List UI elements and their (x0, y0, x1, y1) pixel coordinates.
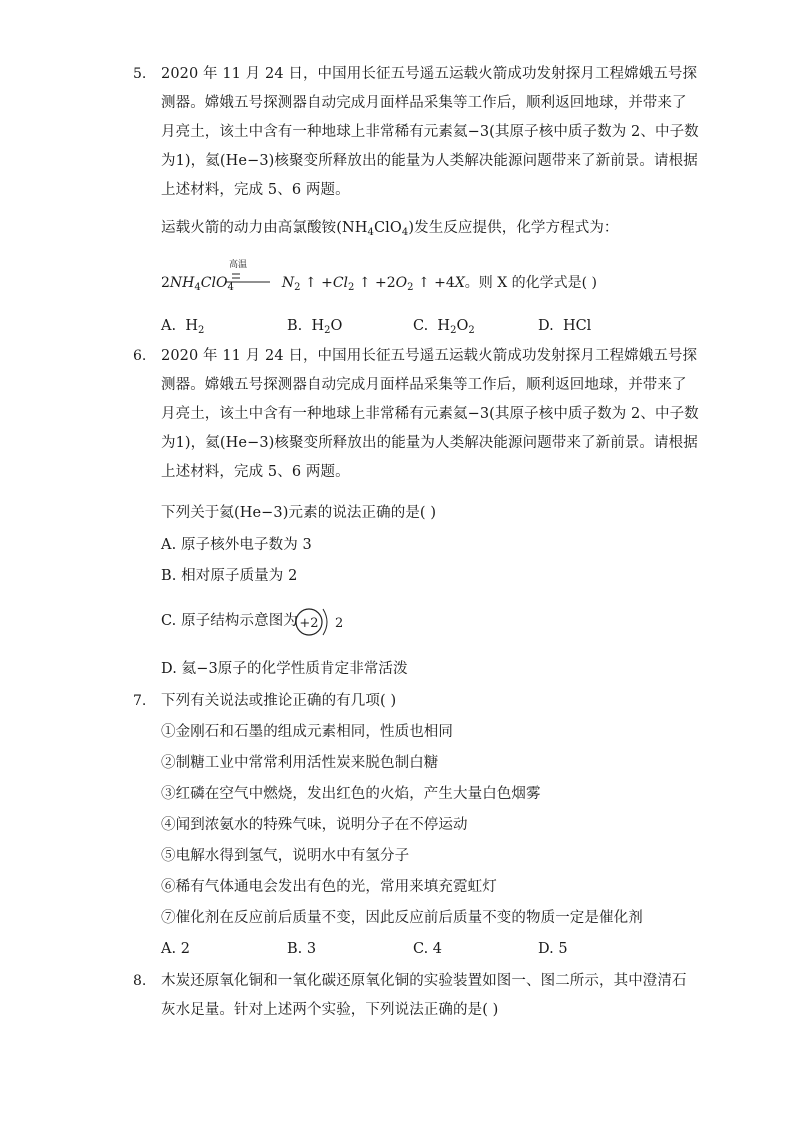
statement-item: ①金刚石和石墨的组成元素相同，性质也相同 (161, 724, 453, 740)
option-c[interactable]: C. $H_2O_2$ (413, 318, 475, 336)
stem-line: 月亮土，该土中含有一种地球上非常稀有元素氦−3(其原子核中质子数为 2、中子数 (161, 406, 699, 422)
electron-shell-arc (323, 609, 327, 635)
statement-item: ③红磷在空气中燃烧，发出红色的火焰，产生大量白色烟雾 (161, 786, 541, 802)
stem-line: 测器。嫦娥五号探测器自动完成月面样品采集等工作后，顺利返回地球，并带来了 (161, 95, 687, 111)
stem-line: 下列有关说法或推论正确的有几项( ) (161, 693, 397, 709)
statement-item: ⑥稀有气体通电会发出有色的光，常用来填充霓虹灯 (161, 879, 497, 895)
option-a[interactable]: A. $H_2$ (161, 318, 205, 336)
atom-diagram-svg (293, 605, 349, 639)
statement-item: ④闻到浓氨水的特殊气味，说明分子在不停运动 (161, 817, 468, 833)
statement-item: ⑦催化剂在反应前后质量不变，因此反应前后质量不变的物质一定是催化剂 (161, 910, 643, 926)
question-number: 5. (133, 66, 147, 82)
equation-lead: 运载火箭的动力由高氯酸铵$(NH_4ClO_4)$发生反应提供，化学方程式为： (161, 220, 619, 238)
option-c[interactable]: C. 4 (413, 941, 443, 957)
option-b[interactable]: B. 相对原子质量为 2 (161, 568, 298, 584)
stem-line: 为1)，氦(He−3)核聚变所释放出的能量为人类解决能源问题带来了新前景。请根据 (161, 435, 698, 451)
reaction-condition: 高温 (229, 260, 248, 270)
stem-line: 上述材料，完成 5、6 两题。 (161, 182, 350, 198)
stem-line: 2020 年 11 月 24 日，中国用长征五号遥五运载火箭成功发射探月工程嫦娥五号探 (161, 66, 698, 82)
option-a[interactable]: A. 2 (161, 941, 190, 957)
stem-line: 月亮土，该土中含有一种地球上非常稀有元素氦−3(其原子核中质子数为 2、中子数 (161, 124, 699, 140)
option-d[interactable]: D. 氦−3原子的化学性质肯定非常活泼 (161, 661, 408, 677)
statement-item: ②制糖工业中常常利用活性炭来脱色制白糖 (161, 755, 439, 771)
option-b[interactable]: B. 3 (287, 941, 317, 957)
option-d[interactable]: D. 5 (538, 941, 568, 957)
option-a[interactable]: A. 原子核外电子数为 3 (161, 537, 312, 553)
statement-item: ⑤电解水得到氢气，说明水中有氢分子 (161, 848, 410, 864)
chemical-equation: $2NH_4ClO_4$ $N_2$ ↑ $+Cl_2$ ↑ $+2O_2$ ↑ +4X。则 X 的化学式是( ) (161, 275, 598, 293)
question-number: 8. (133, 973, 147, 989)
shell-electrons: 2 (335, 616, 344, 631)
stem-line: 为1)，氦(He−3)核聚变所释放出的能量为人类解决能源问题带来了新前景。请根据 (161, 153, 698, 169)
stem-line: 木炭还原氧化铜和一氧化碳还原氧化铜的实验装置如图一、图二所示，其中澄清石 (161, 973, 687, 989)
stem-line: 测器。嫦娥五号探测器自动完成月面样品采集等工作后，顺利返回地球，并带来了 (161, 377, 687, 393)
nucleus-charge: +2 (299, 616, 319, 631)
question-number: 6. (133, 348, 147, 364)
option-c[interactable]: C. 原子结构示意图为 (161, 613, 298, 629)
stem-line: 上述材料，完成 5、6 两题。 (161, 464, 350, 480)
question-number: 7. (133, 693, 147, 709)
stem-question: 下列关于氦(He−3)元素的说法正确的是( ) (161, 505, 437, 521)
atom-structure-diagram (293, 605, 349, 643)
option-d[interactable]: D. HCl (538, 318, 592, 334)
option-b[interactable]: B. $H_2O$ (287, 318, 343, 336)
stem-line: 灰水足量。针对上述两个实验，下列说法正确的是( ) (161, 1002, 499, 1018)
stem-line: 2020 年 11 月 24 日，中国用长征五号遥五运载火箭成功发射探月工程嫦娥五号探 (161, 348, 698, 364)
